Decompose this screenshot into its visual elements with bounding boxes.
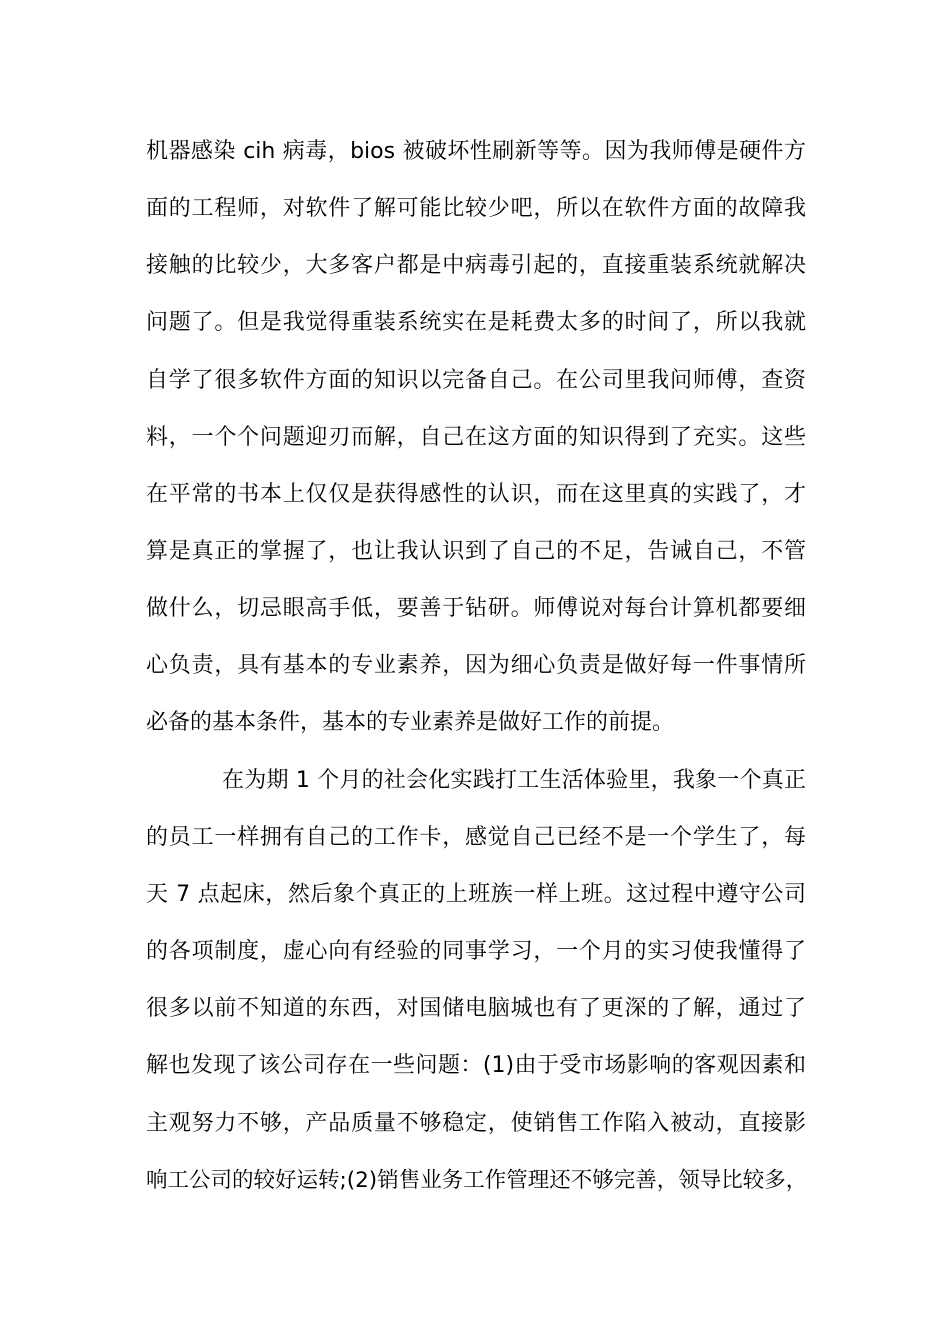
text-line: 解也发现了该公司存在一些问题：(1)由于受市场影响的客观因素和 (146, 1053, 806, 1078)
text-line: 料，一个个问题迎刃而解，自己在这方面的知识得到了充实。这些 (146, 425, 806, 450)
text-line: 问题了。但是我觉得重装系统实在是耗费太多的时间了，所以我就 (146, 310, 806, 335)
text-line: 自学了很多软件方面的知识以完备自己。在公司里我问师傅，查资 (146, 368, 806, 393)
text-line: 接触的比较少，大多客户都是中病毒引起的，直接重装系统就解决 (146, 253, 806, 278)
text-line: 心负责，具有基本的专业素养，因为细心负责是做好每一件事情所 (146, 653, 806, 678)
text-line: 面的工程师，对软件了解可能比较少吧，所以在软件方面的故障我 (146, 196, 806, 221)
text-line: 响工公司的较好运转;(2)销售业务工作管理还不够完善，领导比较多， (146, 1168, 808, 1193)
text-line: 的员工一样拥有自己的工作卡，感觉自己已经不是一个学生了，每 (146, 825, 806, 850)
text-line: 必备的基本条件，基本的专业素养是做好工作的前提。 (146, 710, 675, 735)
text-line: 做什么，切忌眼高手低，要善于钻研。师傅说对每台计算机都要细 (146, 596, 806, 621)
text-line: 天 7 点起床，然后象个真正的上班族一样上班。这过程中遵守公司 (146, 882, 806, 907)
text-line: 的各项制度，虚心向有经验的同事学习，一个月的实习使我懂得了 (146, 939, 806, 964)
text-line: 在为期 1 个月的社会化实践打工生活体验里，我象一个真正 (222, 768, 806, 793)
text-line: 机器感染 cih 病毒，bios 被破坏性刷新等等。因为我师傅是硬件方 (146, 139, 806, 164)
text-line: 算是真正的掌握了，也让我认识到了自己的不足，告诫自己，不管 (146, 539, 806, 564)
text-line: 主观努力不够，产品质量不够稳定，使销售工作陷入被动，直接影 (146, 1111, 806, 1136)
text-line: 在平常的书本上仅仅是获得感性的认识，而在这里真的实践了，才 (146, 482, 806, 507)
text-line: 很多以前不知道的东西，对国储电脑城也有了更深的了解，通过了 (146, 996, 806, 1021)
